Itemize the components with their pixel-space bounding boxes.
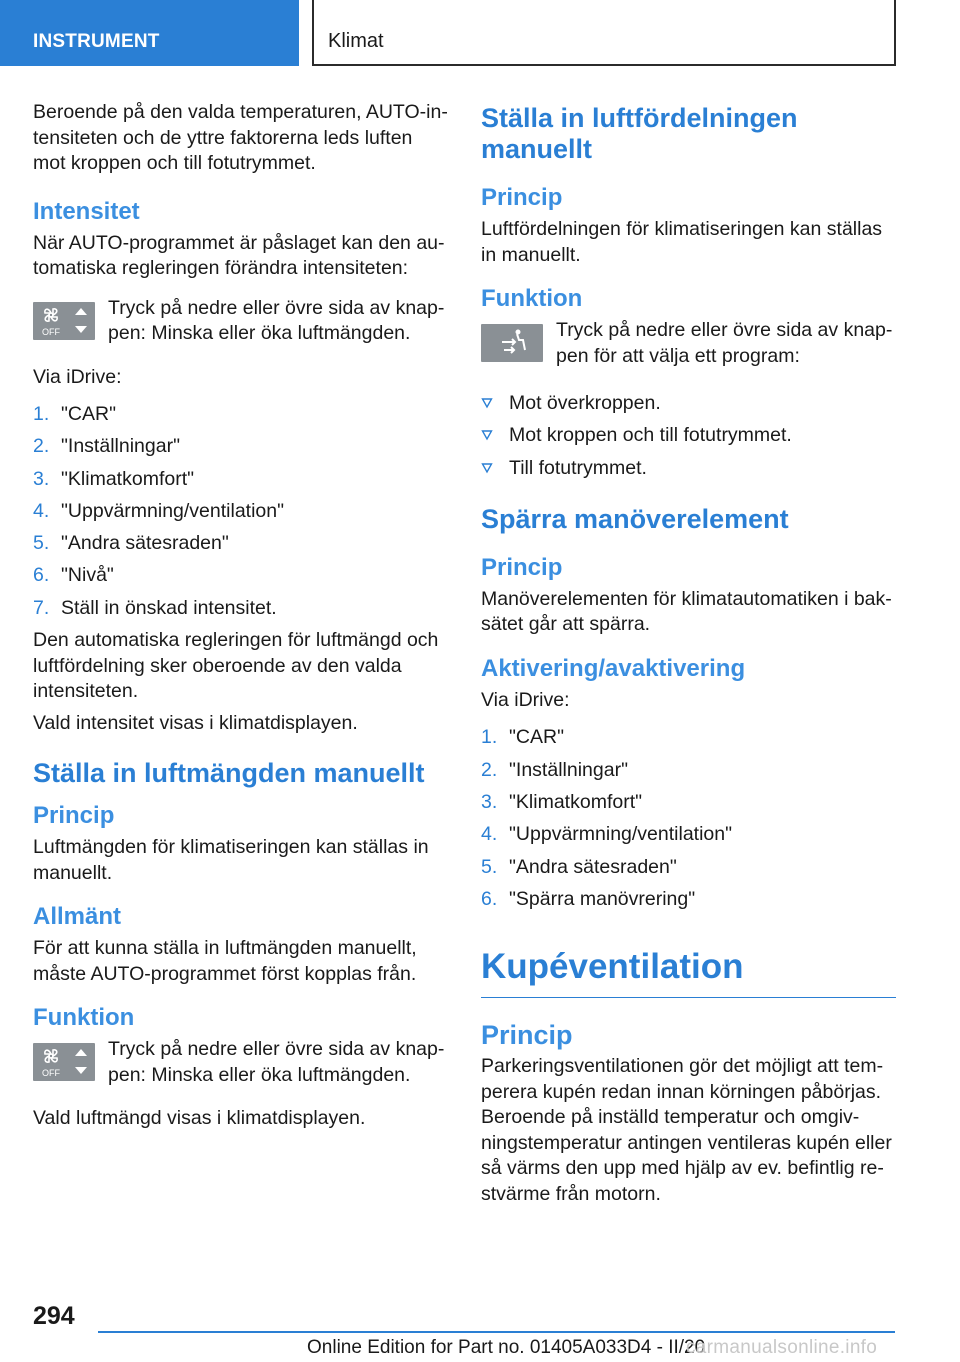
footer-divider — [98, 1331, 895, 1333]
triangle-bullet-icon — [481, 462, 509, 474]
list-item: 5. "Andra sätesraden" — [481, 855, 677, 878]
list-item: 6. "Spärra manövrering" — [481, 887, 696, 910]
lock-principle-heading: Princip — [481, 553, 563, 581]
list-item: 2. "Inställningar" — [33, 435, 180, 458]
list-item: 4. "Uppvärmning/ventilation" — [33, 499, 285, 522]
list-item: 4. "Uppvärmning/ventilation" — [481, 823, 733, 846]
fan-off-updown-icon — [33, 1043, 95, 1081]
list-item: 3. "Klimatkomfort" — [33, 467, 195, 490]
list-item: Till fotutrymmet. — [481, 452, 896, 484]
distribution-options — [481, 387, 896, 484]
intensity-instruction-text: Tryck på nedre eller övre sida av knappen: Minska eller öka luftmängden. — [108, 296, 445, 344]
airflow-instruction-text: Tryck på nedre eller övre sida av knappen: Minska eller öka luftmängden. — [108, 1038, 445, 1086]
airflow-instruction — [33, 1037, 448, 1088]
distribution-function-heading: Funktion — [481, 285, 583, 312]
right-column — [481, 100, 896, 1213]
via-idrive-label: Via iDrive: — [33, 365, 122, 388]
list-item: 3. "Klimatkomfort" — [481, 790, 643, 813]
lock-steps — [481, 721, 896, 915]
distribution-principle-text: Luftfördelningen för klimatiseringen kan ställas in manuellt. — [481, 218, 883, 266]
list-item: 6. "Nivå" — [33, 564, 114, 587]
intensity-steps — [33, 398, 448, 624]
watermark: carmanualsonline.info — [686, 1337, 878, 1358]
section-tab: INSTRUMENT — [0, 0, 299, 66]
cabin-principle-text: Parkeringsventilationen gör det möjligt att temperera kupén redan innan körningen påbörjas. Beroende på inställd temperatur och omgivningstemperatur antingen ventileras kupén eller så värms den upp med hjälp av ev. befintlig restvärme från motorn. — [481, 1055, 892, 1205]
list-item: 1. "CAR" — [481, 726, 565, 749]
list-item: Mot överkroppen. — [481, 387, 896, 419]
lock-principle-text: Manöverelementen för klimatautomatiken i baksätet går att spärra. — [481, 587, 892, 636]
svg-text:OFF: OFF — [42, 1068, 60, 1079]
cabin-ventilation-heading: Kupéventilation — [481, 945, 896, 998]
airflow-note: Vald luftmängd visas i klimatdisplayen. — [33, 1107, 366, 1130]
airflow-general-heading: Allmänt — [33, 903, 122, 931]
intensity-text: När AUTO-programmet är påslaget kan den automatiska regleringen förändra intensiteten: — [33, 231, 445, 279]
triangle-bullet-icon — [481, 397, 509, 409]
triangle-bullet-icon — [481, 429, 509, 441]
airflow-principle-text: Luftmängden för klimatiseringen kan ställas in manuellt. — [33, 836, 429, 884]
air-distribution-icon — [481, 324, 543, 362]
list-item: Mot kroppen och till fotutrymmet. — [481, 419, 896, 451]
list-item: 7. Ställ in önskad intensitet. — [33, 596, 277, 619]
lock-activation-heading: Aktivering/avaktivering — [481, 654, 746, 682]
airflow-principle-heading: Princip — [33, 802, 115, 830]
list-item: 1. "CAR" — [33, 403, 117, 425]
intensity-instruction — [33, 296, 448, 347]
via-idrive-label: Via iDrive: — [481, 688, 570, 711]
intensity-note-1: Den automatiska regleringen för luftmängd och luftfördelning sker oberoende av den valda intensiteten. — [33, 629, 439, 703]
intro-paragraph: Beroende på den valda temperaturen, AUTO-intensiteten och de yttre faktorerna leds luften mot kroppen och till fotutrymmet. — [33, 101, 448, 174]
svg-text:OFF: OFF — [42, 326, 60, 337]
airflow-function-heading: Funktion — [33, 1004, 135, 1032]
airflow-heading: Ställa in luftmängden manuellt — [33, 758, 425, 789]
fan-off-updown-icon — [33, 302, 95, 340]
left-column — [33, 100, 448, 1138]
edition-text: Online Edition for Part no. 01405A033D4 - II/20 — [307, 1337, 706, 1358]
distribution-principle-heading: Princip — [481, 184, 563, 211]
distribution-heading: Ställa in luftfördelningen manuellt — [481, 103, 798, 164]
list-item: 5. "Andra sätesraden" — [33, 532, 229, 555]
intensity-heading: Intensitet — [33, 197, 140, 225]
airflow-general-text: För att kunna ställa in luftmängden manuellt, måste AUTO-programmet först kopplas från. — [33, 937, 417, 985]
intensity-note-2: Vald intensitet visas i klimatdisplayen. — [33, 711, 358, 734]
distribution-instruction-text: Tryck på nedre eller övre sida av knappen för att välja ett program: — [556, 319, 893, 367]
cabin-principle-heading: Princip — [481, 1020, 573, 1051]
chapter-title: Klimat — [312, 0, 896, 66]
list-item: 2. "Inställningar" — [481, 758, 628, 781]
lock-heading: Spärra manöverelement — [481, 503, 789, 534]
page-number: 294 — [33, 1302, 75, 1330]
distribution-instruction — [481, 318, 896, 369]
